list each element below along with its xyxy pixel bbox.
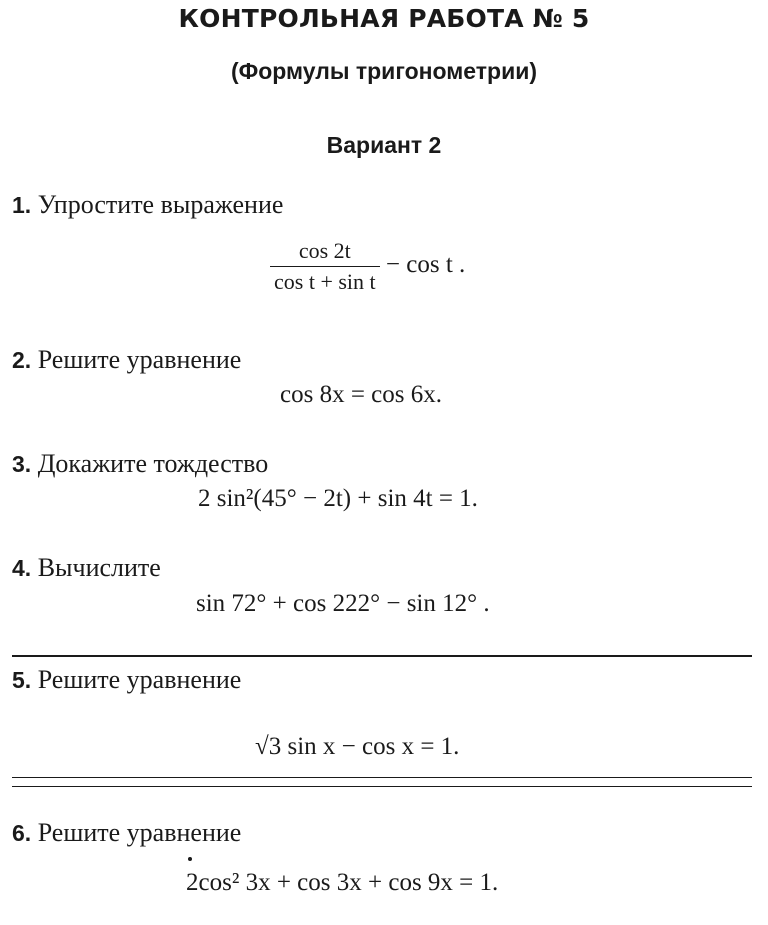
task-1-numerator: cos 2t [270,238,380,267]
task-6 [12,818,241,848]
task-3-prompt: Докажите тождество [37,449,269,478]
task-2-number: 2. [12,347,32,373]
task-4-prompt: Вычислите [37,553,161,582]
variant-heading: Вариант 2 [326,132,442,158]
page-title: КОНТРОЛЬНАЯ РАБОТА № 5 [178,4,590,33]
task-2 [12,345,241,375]
task-3-formula: 2 sin²(45° − 2t) + sin 4t = 1. [198,485,478,512]
task-4-number: 4. [12,555,32,581]
task-3-number: 3. [12,451,32,477]
task-6-number: 6. [12,820,32,846]
page-subtitle: (Формулы тригонометрии) [230,58,538,84]
task-1-denominator: cos t + sin t [274,269,376,294]
task-1-fraction [270,238,380,295]
section-divider-top [12,655,752,657]
task-4-formula: sin 72° + cos 222° − sin 12° . [196,590,490,617]
task-5 [12,665,241,695]
task-1-number: 1. [12,192,32,218]
task-1-formula-rest: − cos t . [385,251,466,279]
task-1-prompt: Упростите выражение [37,190,284,219]
task-5-prompt: Решите уравнение [37,665,242,694]
task-5-formula: √3 sin x − cos x = 1. [255,733,460,760]
task-5-number: 5. [12,667,32,693]
ink-dot [188,857,192,861]
task-1 [12,190,283,220]
task-6-formula: 2cos² 3x + cos 3x + cos 9x = 1. [186,869,499,896]
task-2-formula: cos 8x = cos 6x. [280,381,442,408]
section-divider-bottom-2 [12,786,752,787]
task-6-prompt: Решите уравнение [37,818,242,847]
task-3 [12,449,268,479]
task-4 [12,553,161,583]
task-2-prompt: Решите уравнение [37,345,242,374]
section-divider-bottom-1 [12,777,752,778]
task-1-formula [270,238,465,295]
